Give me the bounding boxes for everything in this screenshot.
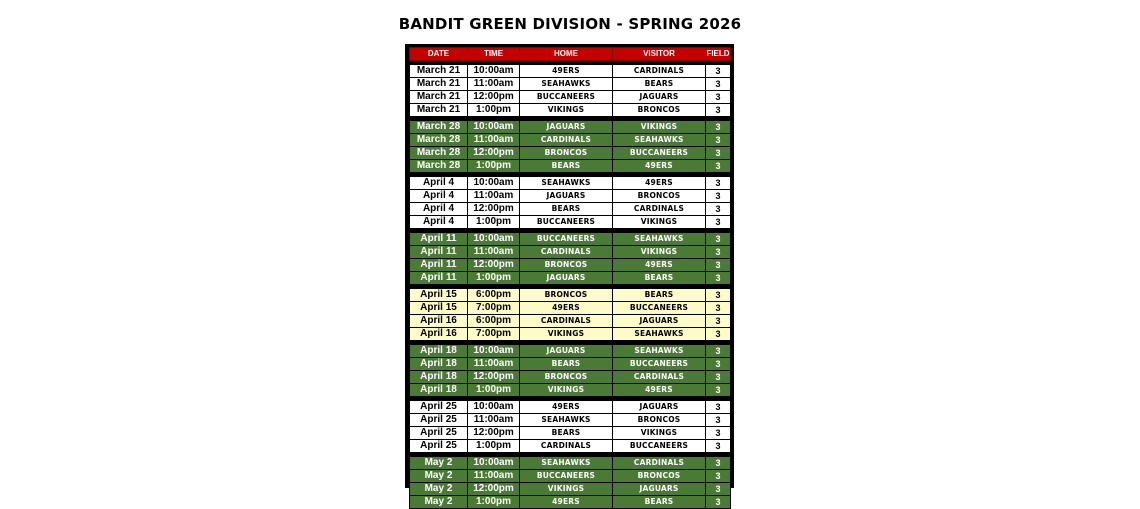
game-row bbox=[410, 203, 731, 216]
schedule-body bbox=[410, 61, 731, 509]
game-date-cell: April 4 bbox=[410, 190, 468, 203]
game-visitor-cell: BRONCOS bbox=[613, 470, 706, 483]
game-date-cell: April 25 bbox=[410, 427, 468, 440]
game-field-cell: 3 bbox=[706, 78, 731, 91]
game-row bbox=[410, 302, 731, 315]
game-time-cell: 10:00am bbox=[468, 457, 520, 470]
game-home-cell: BEARS bbox=[520, 160, 613, 173]
game-row bbox=[410, 401, 731, 414]
game-date-cell: April 18 bbox=[410, 384, 468, 397]
game-date-cell: May 2 bbox=[410, 496, 468, 509]
game-row bbox=[410, 104, 731, 117]
game-field-cell: 3 bbox=[706, 259, 731, 272]
game-time-cell: 12:00pm bbox=[468, 147, 520, 160]
game-field-cell: 3 bbox=[706, 233, 731, 246]
game-date-cell: March 21 bbox=[410, 104, 468, 117]
game-visitor-cell: CARDINALS bbox=[613, 65, 706, 78]
game-visitor-cell: SEAHAWKS bbox=[613, 345, 706, 358]
game-row bbox=[410, 427, 731, 440]
game-time-cell: 10:00am bbox=[468, 121, 520, 134]
game-date-cell: March 28 bbox=[410, 147, 468, 160]
game-date-cell: April 18 bbox=[410, 345, 468, 358]
game-visitor-cell: CARDINALS bbox=[613, 371, 706, 384]
game-row bbox=[410, 496, 731, 509]
game-time-cell: 12:00pm bbox=[468, 483, 520, 496]
game-home-cell: BUCCANEERS bbox=[520, 216, 613, 229]
game-date-cell: April 11 bbox=[410, 259, 468, 272]
game-time-cell: 10:00am bbox=[468, 65, 520, 78]
game-date-cell: April 15 bbox=[410, 289, 468, 302]
game-visitor-cell: BUCCANEERS bbox=[613, 147, 706, 160]
game-time-cell: 12:00pm bbox=[468, 427, 520, 440]
game-home-cell: BUCCANEERS bbox=[520, 233, 613, 246]
game-home-cell: SEAHAWKS bbox=[520, 414, 613, 427]
game-date-cell: April 15 bbox=[410, 302, 468, 315]
game-row bbox=[410, 483, 731, 496]
game-field-cell: 3 bbox=[706, 272, 731, 285]
game-visitor-cell: CARDINALS bbox=[613, 457, 706, 470]
game-visitor-cell: JAGUARS bbox=[613, 315, 706, 328]
game-home-cell: BUCCANEERS bbox=[520, 470, 613, 483]
game-visitor-cell: CARDINALS bbox=[613, 203, 706, 216]
game-date-cell: April 4 bbox=[410, 216, 468, 229]
game-time-cell: 1:00pm bbox=[468, 440, 520, 453]
game-visitor-cell: JAGUARS bbox=[613, 401, 706, 414]
game-row bbox=[410, 65, 731, 78]
game-home-cell: BUCCANEERS bbox=[520, 91, 613, 104]
game-field-cell: 3 bbox=[706, 496, 731, 509]
game-home-cell: CARDINALS bbox=[520, 440, 613, 453]
game-visitor-cell: VIKINGS bbox=[613, 427, 706, 440]
page-title: BANDIT GREEN DIVISION - SPRING 2026 bbox=[398, 15, 742, 33]
game-row bbox=[410, 160, 731, 173]
game-time-cell: 10:00am bbox=[468, 233, 520, 246]
game-home-cell: CARDINALS bbox=[520, 246, 613, 259]
game-home-cell: JAGUARS bbox=[520, 272, 613, 285]
game-row bbox=[410, 358, 731, 371]
game-field-cell: 3 bbox=[706, 216, 731, 229]
game-time-cell: 10:00am bbox=[468, 401, 520, 414]
game-time-cell: 1:00pm bbox=[468, 104, 520, 117]
game-row bbox=[410, 177, 731, 190]
game-time-cell: 11:00am bbox=[468, 190, 520, 203]
game-visitor-cell: SEAHAWKS bbox=[613, 328, 706, 341]
game-visitor-cell: BEARS bbox=[613, 496, 706, 509]
game-field-cell: 3 bbox=[706, 147, 731, 160]
game-field-cell: 3 bbox=[706, 315, 731, 328]
game-time-cell: 11:00am bbox=[468, 414, 520, 427]
game-row bbox=[410, 121, 731, 134]
game-date-cell: April 16 bbox=[410, 328, 468, 341]
game-home-cell: 49ERS bbox=[520, 401, 613, 414]
game-row bbox=[410, 328, 731, 341]
game-field-cell: 3 bbox=[706, 384, 731, 397]
game-home-cell: SEAHAWKS bbox=[520, 457, 613, 470]
game-row bbox=[410, 371, 731, 384]
game-date-cell: April 16 bbox=[410, 315, 468, 328]
game-field-cell: 3 bbox=[706, 427, 731, 440]
game-date-cell: March 21 bbox=[410, 78, 468, 91]
game-field-cell: 3 bbox=[706, 483, 731, 496]
game-visitor-cell: BUCCANEERS bbox=[613, 302, 706, 315]
game-date-cell: April 11 bbox=[410, 246, 468, 259]
game-time-cell: 6:00pm bbox=[468, 289, 520, 302]
game-visitor-cell: 49ERS bbox=[613, 259, 706, 272]
game-time-cell: 1:00pm bbox=[468, 496, 520, 509]
game-time-cell: 1:00pm bbox=[468, 384, 520, 397]
game-visitor-cell: VIKINGS bbox=[613, 216, 706, 229]
game-home-cell: 49ERS bbox=[520, 496, 613, 509]
game-date-cell: March 28 bbox=[410, 160, 468, 173]
game-visitor-cell: 49ERS bbox=[613, 384, 706, 397]
game-date-cell: May 2 bbox=[410, 483, 468, 496]
game-field-cell: 3 bbox=[706, 358, 731, 371]
game-date-cell: April 4 bbox=[410, 203, 468, 216]
column-header-home: HOME bbox=[520, 48, 613, 61]
game-date-cell: April 18 bbox=[410, 358, 468, 371]
game-time-cell: 12:00pm bbox=[468, 371, 520, 384]
game-home-cell: JAGUARS bbox=[520, 345, 613, 358]
game-date-cell: March 28 bbox=[410, 134, 468, 147]
game-row bbox=[410, 91, 731, 104]
game-field-cell: 3 bbox=[706, 328, 731, 341]
column-header-time: TIME bbox=[468, 48, 520, 61]
game-time-cell: 10:00am bbox=[468, 345, 520, 358]
game-row bbox=[410, 470, 731, 483]
game-date-cell: March 28 bbox=[410, 121, 468, 134]
game-field-cell: 3 bbox=[706, 190, 731, 203]
game-row bbox=[410, 272, 731, 285]
game-row bbox=[410, 315, 731, 328]
game-field-cell: 3 bbox=[706, 91, 731, 104]
game-time-cell: 12:00pm bbox=[468, 259, 520, 272]
header-row bbox=[410, 48, 731, 61]
game-row bbox=[410, 440, 731, 453]
game-date-cell: April 11 bbox=[410, 272, 468, 285]
game-home-cell: 49ERS bbox=[520, 302, 613, 315]
game-home-cell: CARDINALS bbox=[520, 134, 613, 147]
game-visitor-cell: BUCCANEERS bbox=[613, 358, 706, 371]
game-time-cell: 12:00pm bbox=[468, 91, 520, 104]
game-date-cell: April 18 bbox=[410, 371, 468, 384]
game-field-cell: 3 bbox=[706, 414, 731, 427]
game-field-cell: 3 bbox=[706, 345, 731, 358]
game-field-cell: 3 bbox=[706, 302, 731, 315]
game-row bbox=[410, 134, 731, 147]
game-field-cell: 3 bbox=[706, 371, 731, 384]
game-field-cell: 3 bbox=[706, 470, 731, 483]
game-time-cell: 1:00pm bbox=[468, 216, 520, 229]
game-field-cell: 3 bbox=[706, 104, 731, 117]
game-date-cell: May 2 bbox=[410, 457, 468, 470]
game-field-cell: 3 bbox=[706, 457, 731, 470]
game-date-cell: April 25 bbox=[410, 414, 468, 427]
game-field-cell: 3 bbox=[706, 134, 731, 147]
game-time-cell: 7:00pm bbox=[468, 302, 520, 315]
game-visitor-cell: BUCCANEERS bbox=[613, 440, 706, 453]
game-time-cell: 11:00am bbox=[468, 358, 520, 371]
game-field-cell: 3 bbox=[706, 65, 731, 78]
game-field-cell: 3 bbox=[706, 401, 731, 414]
game-visitor-cell: SEAHAWKS bbox=[613, 134, 706, 147]
schedule-sheet bbox=[405, 44, 734, 507]
game-home-cell: JAGUARS bbox=[520, 121, 613, 134]
game-field-cell: 3 bbox=[706, 160, 731, 173]
game-visitor-cell: BEARS bbox=[613, 78, 706, 91]
game-row bbox=[410, 384, 731, 397]
game-row bbox=[410, 147, 731, 160]
game-home-cell: BRONCOS bbox=[520, 289, 613, 302]
game-visitor-cell: BRONCOS bbox=[613, 104, 706, 117]
game-time-cell: 11:00am bbox=[468, 246, 520, 259]
game-time-cell: 11:00am bbox=[468, 78, 520, 91]
game-time-cell: 6:00pm bbox=[468, 315, 520, 328]
game-field-cell: 3 bbox=[706, 121, 731, 134]
game-time-cell: 7:00pm bbox=[468, 328, 520, 341]
game-home-cell: VIKINGS bbox=[520, 483, 613, 496]
game-home-cell: BEARS bbox=[520, 358, 613, 371]
game-home-cell: VIKINGS bbox=[520, 328, 613, 341]
game-field-cell: 3 bbox=[706, 440, 731, 453]
column-header-field: FIELD bbox=[706, 48, 731, 61]
game-visitor-cell: JAGUARS bbox=[613, 91, 706, 104]
game-date-cell: April 4 bbox=[410, 177, 468, 190]
column-header-visitor: VISITOR bbox=[613, 48, 706, 61]
game-row bbox=[410, 289, 731, 302]
game-home-cell: BEARS bbox=[520, 427, 613, 440]
game-date-cell: March 21 bbox=[410, 91, 468, 104]
game-row bbox=[410, 190, 731, 203]
game-date-cell: April 25 bbox=[410, 440, 468, 453]
game-visitor-cell: JAGUARS bbox=[613, 483, 706, 496]
game-home-cell: BEARS bbox=[520, 203, 613, 216]
game-home-cell: BRONCOS bbox=[520, 147, 613, 160]
game-visitor-cell: SEAHAWKS bbox=[613, 233, 706, 246]
game-row bbox=[410, 78, 731, 91]
game-row bbox=[410, 233, 731, 246]
game-home-cell: BRONCOS bbox=[520, 371, 613, 384]
game-visitor-cell: BRONCOS bbox=[613, 190, 706, 203]
game-visitor-cell: BRONCOS bbox=[613, 414, 706, 427]
game-date-cell: March 21 bbox=[410, 65, 468, 78]
game-time-cell: 10:00am bbox=[468, 177, 520, 190]
game-time-cell: 11:00am bbox=[468, 470, 520, 483]
game-visitor-cell: 49ERS bbox=[613, 177, 706, 190]
game-field-cell: 3 bbox=[706, 177, 731, 190]
game-date-cell: May 2 bbox=[410, 470, 468, 483]
game-home-cell: BRONCOS bbox=[520, 259, 613, 272]
game-home-cell: SEAHAWKS bbox=[520, 177, 613, 190]
game-home-cell: 49ERS bbox=[520, 65, 613, 78]
game-field-cell: 3 bbox=[706, 203, 731, 216]
game-visitor-cell: VIKINGS bbox=[613, 121, 706, 134]
game-time-cell: 1:00pm bbox=[468, 160, 520, 173]
game-row bbox=[410, 345, 731, 358]
game-home-cell: VIKINGS bbox=[520, 384, 613, 397]
game-home-cell: CARDINALS bbox=[520, 315, 613, 328]
game-time-cell: 1:00pm bbox=[468, 272, 520, 285]
game-time-cell: 11:00am bbox=[468, 134, 520, 147]
schedule-table bbox=[409, 47, 731, 509]
game-row bbox=[410, 216, 731, 229]
game-row bbox=[410, 259, 731, 272]
column-header-date: DATE bbox=[410, 48, 468, 61]
game-visitor-cell: BEARS bbox=[613, 289, 706, 302]
game-home-cell: SEAHAWKS bbox=[520, 78, 613, 91]
game-home-cell: JAGUARS bbox=[520, 190, 613, 203]
game-row bbox=[410, 414, 731, 427]
game-row bbox=[410, 457, 731, 470]
game-visitor-cell: VIKINGS bbox=[613, 246, 706, 259]
game-visitor-cell: BEARS bbox=[613, 272, 706, 285]
game-date-cell: April 11 bbox=[410, 233, 468, 246]
game-date-cell: April 25 bbox=[410, 401, 468, 414]
game-field-cell: 3 bbox=[706, 246, 731, 259]
game-row bbox=[410, 246, 731, 259]
game-visitor-cell: 49ERS bbox=[613, 160, 706, 173]
game-home-cell: VIKINGS bbox=[520, 104, 613, 117]
game-time-cell: 12:00pm bbox=[468, 203, 520, 216]
game-field-cell: 3 bbox=[706, 289, 731, 302]
